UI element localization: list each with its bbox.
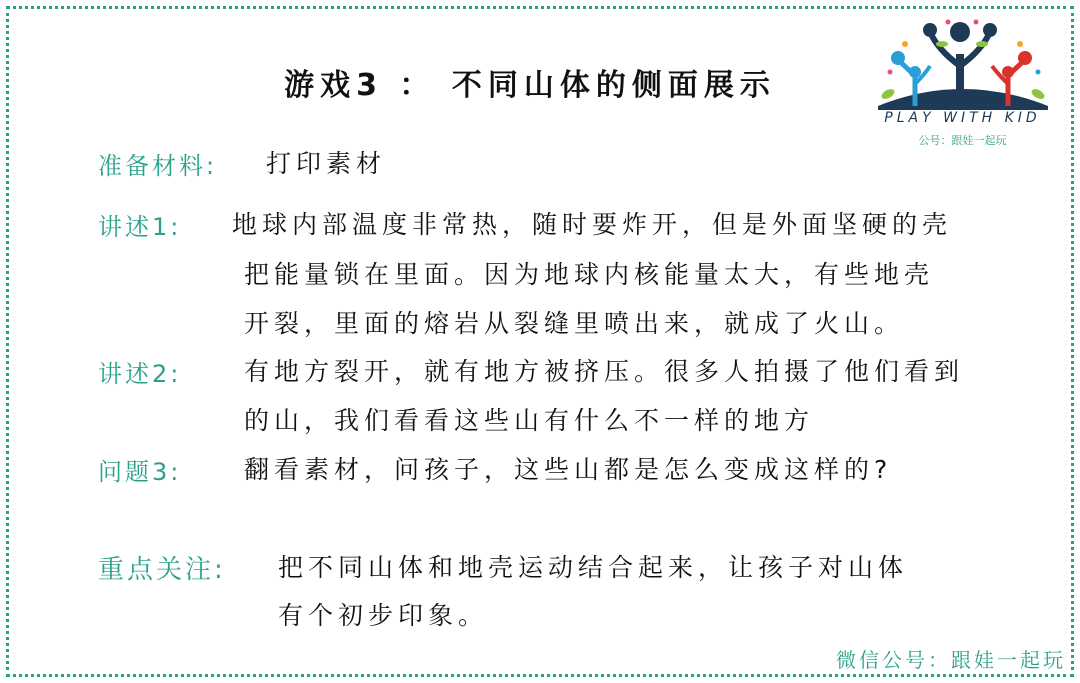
talk1-line-1: 地球内部温度非常热，随时要炸开，但是外面坚硬的壳: [232, 210, 953, 239]
materials-label: 准备材料:: [98, 152, 218, 180]
talk1-line-2: 把能量锁在里面。因为地球内核能量太大，有些地壳: [244, 260, 935, 289]
logo-brand-text: PLAY WITH KID: [884, 110, 1041, 126]
focus-line-1: 把不同山体和地壳运动结合起来，让孩子对山体: [278, 553, 909, 582]
logo-sub-text: 公号：跟娃一起玩: [918, 134, 1007, 147]
focus-line-2: 有个初步印象。: [278, 601, 489, 630]
talk2-label: 讲述2:: [98, 360, 182, 388]
materials-text: 打印素材: [266, 149, 387, 178]
talk1-line-3: 开裂，里面的熔岩从裂缝里喷出来，就成了火山。: [244, 309, 905, 338]
focus-label: 重点关注:: [98, 555, 226, 585]
talk2-line-1: 有地方裂开，就有地方被挤压。很多人拍摄了他们看到: [244, 357, 965, 386]
talk2-line-2: 的山，我们看看这些山有什么不一样的地方: [244, 406, 815, 435]
talk1-label: 讲述1:: [98, 213, 182, 241]
page-title: 游戏3 ： 不同山体的侧面展示: [284, 68, 776, 103]
question3-label: 问题3:: [98, 458, 182, 486]
question3-text: 翻看素材，问孩子，这些山都是怎么变成这样的?: [244, 455, 893, 484]
footer-wechat: 微信公号：跟娃一起玩: [836, 648, 1066, 672]
